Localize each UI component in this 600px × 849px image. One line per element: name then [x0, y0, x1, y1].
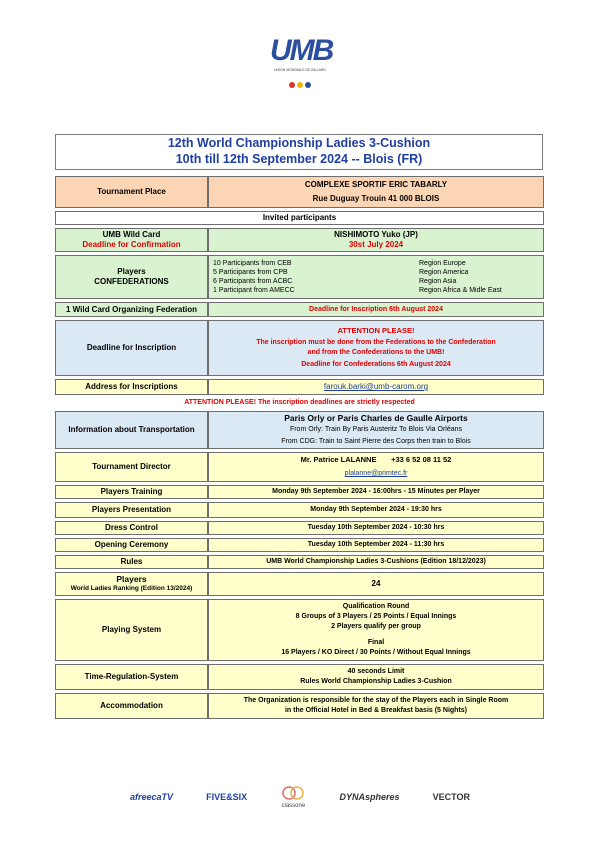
training-label: Players Training: [55, 485, 208, 499]
final-line-1: 16 Players / KO Direct / 30 Points / Without Equal Innings: [281, 649, 471, 656]
wild-card-deadline: 30st July 2024: [348, 240, 404, 249]
row-presentation: [55, 502, 544, 518]
qualification-line-2: 2 Players qualify per group: [331, 623, 421, 630]
conf-count: 1 Participant from AMECC: [213, 287, 295, 294]
row-wild-card: [55, 228, 544, 252]
players-conf-list: [208, 255, 544, 299]
director-value: [208, 452, 544, 482]
director-email: [211, 469, 541, 479]
time-reg-value: [208, 664, 544, 690]
wild-card-deadline-label: Deadline for Confirmation: [82, 240, 181, 249]
conf-region: Region Asia: [419, 278, 457, 285]
tournament-place-label: Tournament Place: [55, 176, 208, 208]
sponsor-dynaspheres-logo: DYNAspheres: [339, 792, 400, 802]
transport-airports: Paris Orly or Paris Charles de Gaulle Airports: [284, 413, 468, 423]
time-reg-label: Time-Regulation-System: [55, 664, 208, 690]
row-deadline-inscription: [55, 320, 544, 376]
time-reg-line-1: 40 seconds Limit: [347, 668, 405, 675]
qualification-title: Qualification Round: [342, 603, 410, 610]
row-attention-note: [55, 398, 544, 408]
row-dress: [55, 521, 544, 535]
row-rules: [55, 555, 544, 569]
deadline-value: [208, 320, 544, 376]
transport-label: Information about Transportation: [55, 411, 208, 449]
invited-label: Invited participants: [55, 211, 544, 225]
row-playing-system: [55, 599, 544, 661]
director-phone: +33 6 52 08 11 52: [391, 455, 452, 464]
row-director: [55, 452, 544, 482]
accommodation-line-1: The Organization is responsible for the stay of the Players each in Single Room: [243, 697, 509, 704]
row-time-regulation: [55, 664, 544, 690]
players-count-title: Players: [116, 574, 147, 584]
umb-logo: [270, 34, 333, 90]
accommodation-value: [208, 693, 544, 719]
address-value: [208, 379, 544, 395]
title-line-1: 12th World Championship Ladies 3-Cushion: [167, 136, 431, 150]
playing-system-value: [208, 599, 544, 661]
venue-address: Rue Duguay Trouin 41 000 BLOIS: [312, 194, 440, 203]
opening-label: Opening Ceremony: [55, 538, 208, 552]
row-training: [55, 485, 544, 499]
transport-value: [208, 411, 544, 449]
venue: COMPLEXE SPORTIF ERIC TABARLY: [304, 180, 448, 189]
conf-region: Region Africa & Midle East: [419, 287, 502, 294]
attention-note: ATTENTION PLEASE! The inscription deadlines are strictly respected: [184, 399, 415, 406]
logo-dots: [270, 75, 330, 83]
director-label: Tournament Director: [55, 452, 208, 482]
classone-rings-icon: [280, 785, 306, 801]
rules-label: Rules: [55, 555, 208, 569]
address-email-link[interactable]: farouk.barki@umb-carom.org: [323, 382, 429, 391]
director-name: Mr. Patrice LALANNE: [300, 455, 377, 464]
players-conf-label-1: Players: [117, 267, 146, 276]
conf-row: [211, 259, 541, 268]
sponsor-fivesix-logo: FIVE&SIX: [206, 792, 248, 802]
yellow-dot-icon: [297, 82, 303, 88]
row-address: [55, 379, 544, 395]
conf-row: [211, 268, 541, 277]
blue-dot-icon: [305, 82, 311, 88]
conf-count: 5 Participants from CPB: [213, 269, 288, 276]
time-reg-line-2: Rules World Championship Ladies 3-Cushion: [300, 678, 452, 685]
presentation-value: Monday 9th September 2024 - 19:30 hrs: [208, 502, 544, 518]
red-dot-icon: [289, 82, 295, 88]
deadline-confederations: Deadline for Confederations 6th August 2024: [301, 361, 451, 368]
wild-card-player: NISHIMOTO Yuko (JP): [334, 230, 418, 239]
info-table: [55, 173, 544, 722]
row-org-wild-card: [55, 302, 544, 317]
conf-count: 6 Participants from ACBC: [213, 278, 293, 285]
row-tournament-place: [55, 176, 544, 208]
logo-mark: UMB: [270, 34, 333, 67]
final-title: Final: [367, 639, 385, 646]
rules-value: UMB World Championship Ladies 3-Cushions (Edition 18/12/2023): [208, 555, 544, 569]
opening-value: Tuesday 10th September 2024 - 11:30 hrs: [208, 538, 544, 552]
players-count-value: 24: [208, 572, 544, 596]
dress-value: Tuesday 10th September 2024 - 10:30 hrs: [208, 521, 544, 535]
wild-card-title: UMB Wild Card: [102, 230, 161, 239]
deadline-label: Deadline for Inscription: [55, 320, 208, 376]
row-transport: [55, 411, 544, 449]
transport-cdg: From CDG: Train to Saint Pierre des Corps then train to Blois: [281, 438, 471, 445]
logo-subtitle: UNION MONDIALE DE BILLARD: [274, 68, 326, 72]
row-opening: [55, 538, 544, 552]
row-players-confederations: [55, 255, 544, 299]
title-box: [55, 134, 543, 170]
transport-orly: From Orly: Train By Paris Austeritz To Blois Via Orléans: [289, 426, 463, 433]
sponsor-afreecatv-logo: afreecaTV: [130, 792, 174, 802]
presentation-label: Players Presentation: [55, 502, 208, 518]
qualification-line-1: 8 Groups of 3 Players / 25 Points / Equal Innings: [295, 613, 457, 620]
row-players-count: [55, 572, 544, 596]
dress-label: Dress Control: [55, 521, 208, 535]
conf-region: Region America: [419, 269, 469, 276]
deadline-attention: ATTENTION PLEASE!: [337, 326, 415, 335]
org-wild-card-value: Deadline for Inscription 6th August 2024: [208, 302, 544, 317]
players-conf-label: [55, 255, 208, 299]
director-email-link[interactable]: plalanne@primtec.fr: [344, 470, 408, 477]
director-contact: [211, 455, 541, 465]
title-line-2: 10th till 12th September 2024 -- Blois (FR): [175, 152, 423, 166]
accommodation-label: Accommodation: [55, 693, 208, 719]
address-label: Address for Inscriptions: [55, 379, 208, 395]
conf-row: [211, 286, 541, 295]
players-conf-label-2: CONFEDERATIONS: [94, 277, 169, 286]
classone-text: classone: [281, 803, 306, 809]
wild-card-label: [55, 228, 208, 252]
deadline-text: The inscription must be done from the Federations to the Confederation and from the Confederations to the UMB!: [256, 339, 496, 356]
org-wild-card-label: 1 Wild Card Organizing Federation: [55, 302, 208, 317]
sponsor-vector-logo: VECTOR: [432, 792, 470, 802]
conf-row: [211, 277, 541, 286]
conf-region: Region Europe: [419, 260, 466, 267]
conf-count: 10 Participants from CEB: [213, 260, 292, 267]
row-accommodation: [55, 693, 544, 719]
playing-system-label: Playing System: [55, 599, 208, 661]
players-count-sublabel: World Ladies Ranking (Edition 13/2024): [70, 585, 193, 592]
training-value: Monday 9th September 2024 - 16:00hrs - 15 Minutes per Player: [208, 485, 544, 499]
wild-card-value: [208, 228, 544, 252]
sponsor-classone-logo: [280, 785, 306, 809]
players-count-label: [55, 572, 208, 596]
row-invited: [55, 211, 544, 225]
accommodation-line-2: in the Official Hotel in Bed & Breakfast basis (5 Nights): [284, 707, 468, 714]
sponsor-logos: [130, 782, 470, 812]
tournament-place-value: [208, 176, 544, 208]
